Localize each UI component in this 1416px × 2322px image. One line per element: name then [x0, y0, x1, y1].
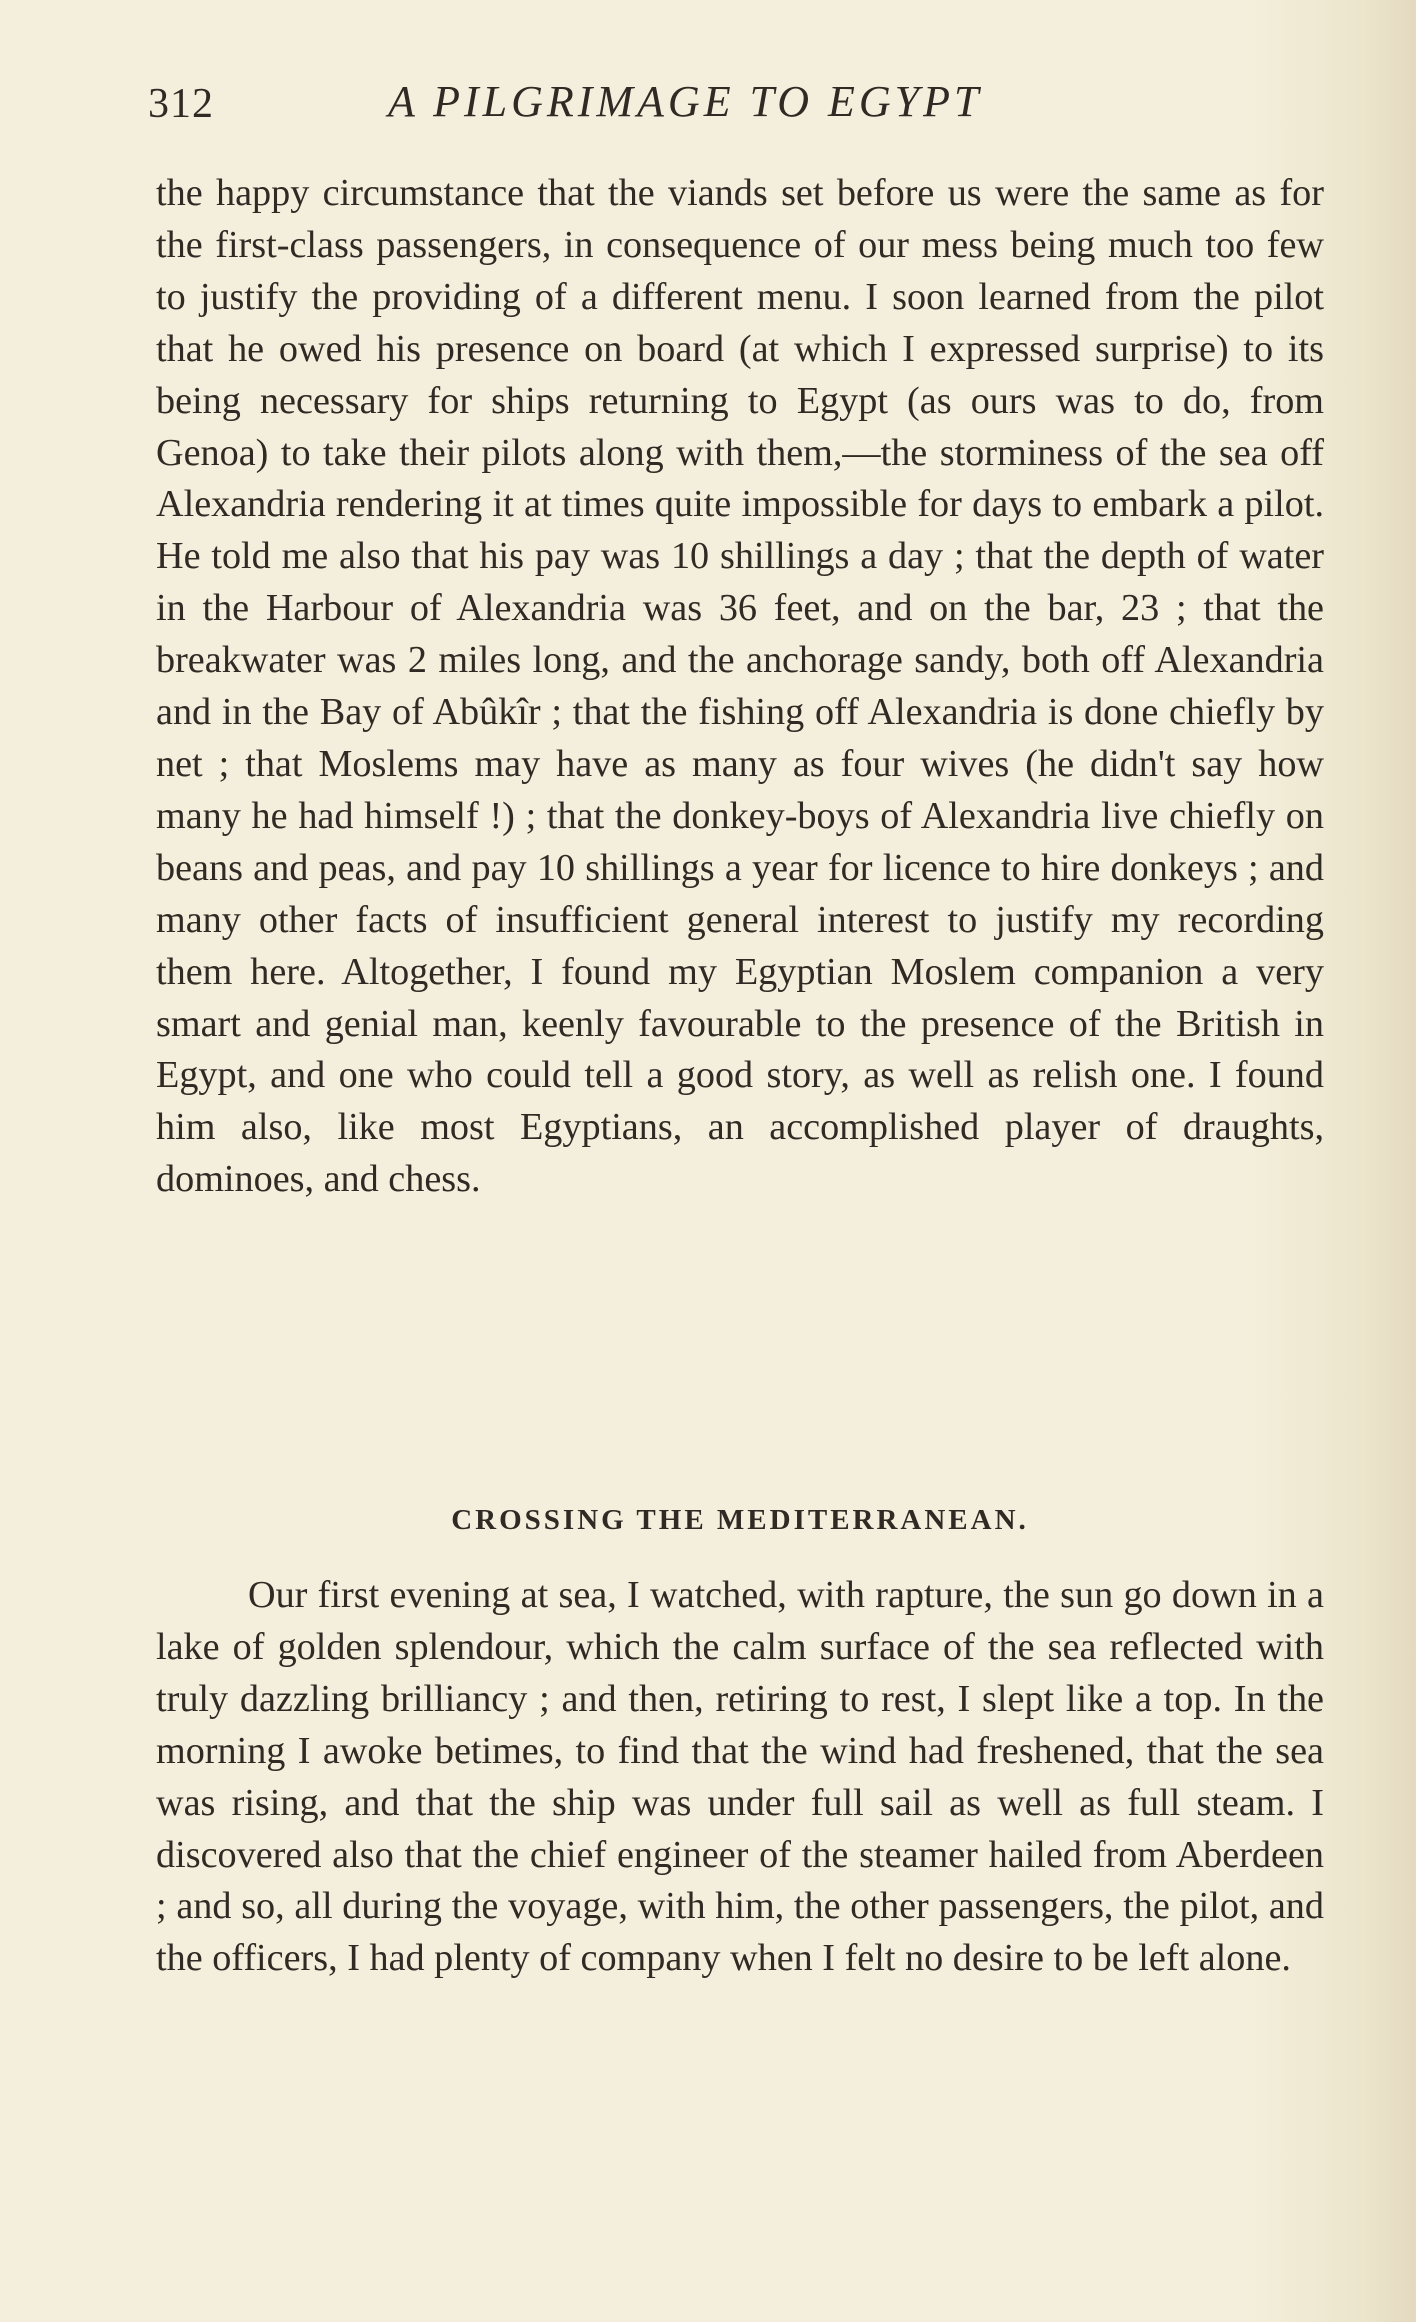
- running-title: A PILGRIMAGE TO EGYPT: [388, 77, 983, 126]
- page-number: 312: [148, 81, 214, 127]
- body-paragraph-1: the happy circumstance that the viands set before us were the same as for the first-class passengers, in consequence of our mess being much too few to justify the providing of a different menu. I soon learned from the pilot that he owed his presence on board (at which I expressed surprise) to its being necessary for ships returning to Egypt (as ours was to do, from Genoa) to take their pilots along with them,—the storminess of the sea off Alexandria rendering it at times quite impossible for days to embark a pilot. He told me also that his pay was 10 shillings a day ; that the depth of water in the Harbour of Alexandria was 36 feet, and on the bar, 23 ; that the breakwater was 2 miles long, and the anchorage sandy, both off Alexandria and in the Bay of Abûkîr ; that the fishing off Alexandria is done chiefly by net ; that Moslems may have as many as four wives (he didn't say how many he had himself !) ; that the donkey-boys of Alexandria live chiefly on beans and peas, and pay 10 shillings a year for licence to hire donkeys ; and many other facts of insufficient general interest to justify my recording them here. Altogether, I found my Egyptian Moslem companion a very smart and genial man, keenly favourable to the presence of the British in Egypt, and one who could tell a good story, as well as relish one. I found him also, like most Egyptians, an accomplished player of draughts, dominoes, and chess.: [156, 172, 1324, 1201]
- section-heading: CROSSING THE MEDITERRANEAN.: [451, 1504, 1029, 1536]
- running-head: [148, 76, 1328, 146]
- body-paragraph-2: Our first evening at sea, I watched, with rapture, the sun go down in a lake of golden splendour, which the calm surface of the sea reflected with truly dazzling brilliancy ; and then, retiring to rest, I slept like a top. In the morning I awoke betimes, to find that the wind had freshened, that the sea was rising, and that the ship was under full sail as well as full steam. I discovered also that the chief engineer of the steamer hailed from Aberdeen ; and so, all during the voyage, with him, the other passengers, the pilot, and the officers, I had plenty of company when I felt no desire to be left alone.: [156, 1574, 1324, 1980]
